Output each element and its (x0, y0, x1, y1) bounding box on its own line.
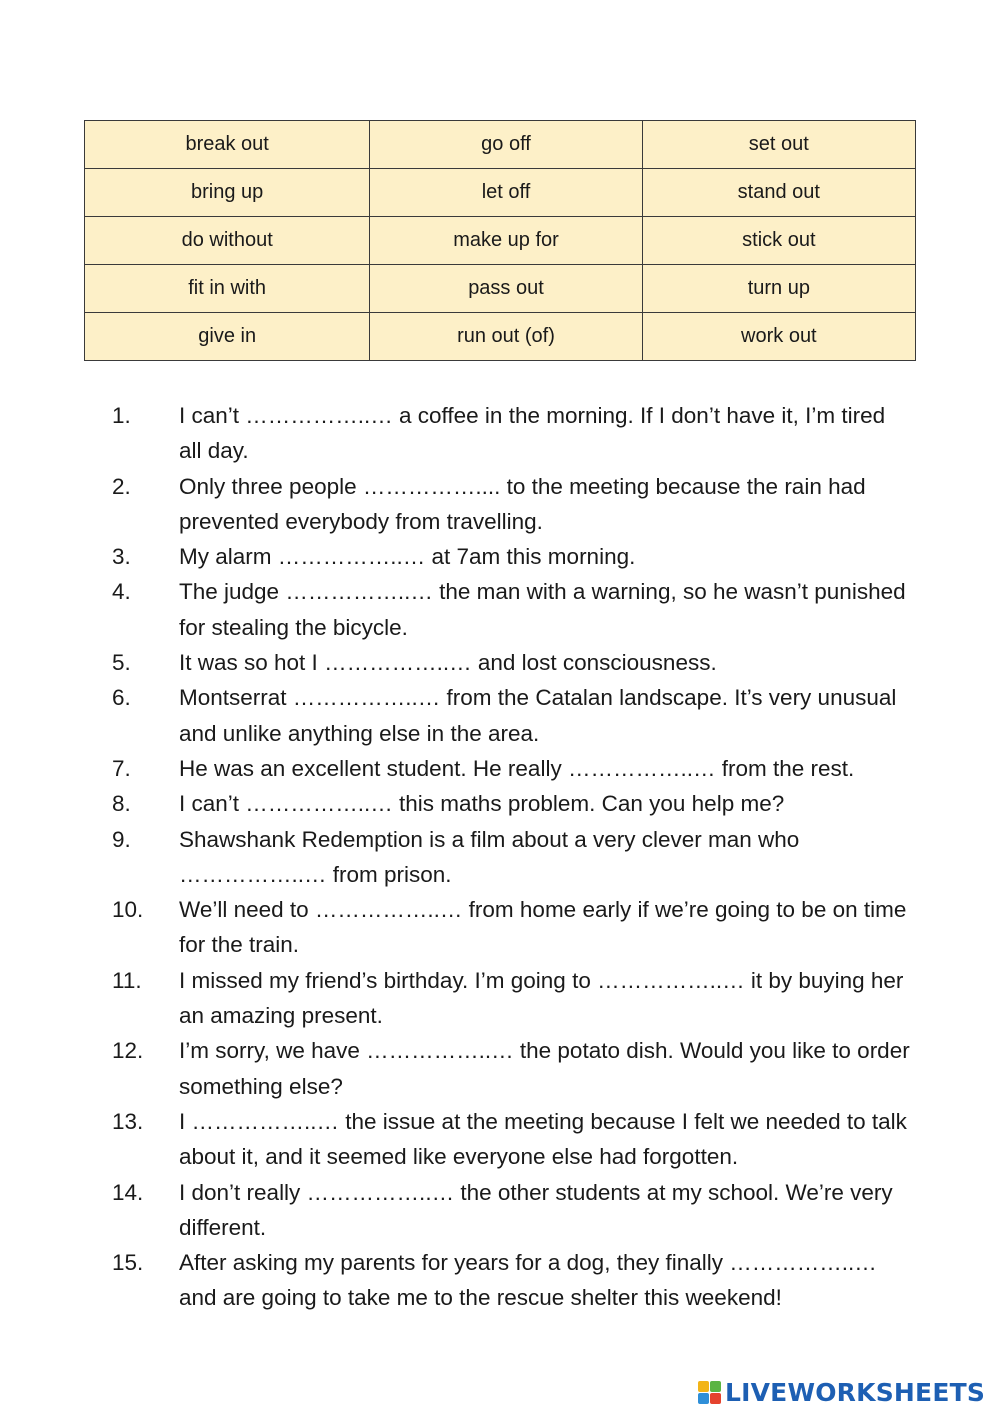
table-cell: make up for (370, 217, 642, 265)
exercise-sentence: After asking my parents for years for a dog, they finally ……………..… and are going to take me to the rescue shelter this weekend! (179, 1250, 877, 1311)
exercise-item (112, 1033, 912, 1104)
exercise-item (112, 963, 912, 1034)
exercise-item (112, 539, 912, 574)
exercise-number: 12. (112, 1038, 144, 1064)
exercise-sentence: He was an excellent student. He really ……………..… from the rest. (179, 755, 855, 781)
table-cell: set out (642, 121, 915, 169)
logo-tile (710, 1393, 721, 1404)
table-row (85, 169, 916, 217)
exercise-number: 9. (112, 826, 131, 852)
table-cell: let off (370, 169, 642, 217)
exercise-number: 14. (112, 1179, 144, 1205)
logo-tile (698, 1381, 709, 1392)
exercise-item (112, 1175, 912, 1246)
exercise-sentence: I missed my friend’s birthday. I’m going to ……………..… it by buying her an amazing present. (179, 967, 904, 1029)
brand-wordmark: LIVEWORKSHEETS (725, 1378, 986, 1407)
exercise-list (112, 398, 912, 1316)
exercise-sentence: It was so hot I ……………..… and lost consciousness. (179, 650, 717, 676)
exercise-item (112, 680, 912, 751)
exercise-sentence: My alarm ……………..… at 7am this morning. (179, 544, 636, 570)
table-cell: pass out (370, 265, 642, 313)
exercise-number: 13. (112, 1108, 144, 1134)
exercise-sentence: I can’t ……………..… this maths problem. Can you help me? (179, 791, 785, 817)
table-row (85, 217, 916, 265)
table-cell: stick out (642, 217, 915, 265)
table-cell: bring up (85, 169, 370, 217)
exercise-item (112, 751, 912, 786)
table-row (85, 313, 916, 361)
exercise-sentence: We’ll need to ……………..… from home early if we’re going to be on time for the train. (179, 897, 907, 958)
exercise-number: 4. (112, 579, 131, 605)
exercise-number: 7. (112, 755, 131, 781)
exercise-number: 3. (112, 544, 131, 570)
exercise-number: 15. (112, 1250, 144, 1276)
exercise-item (112, 1245, 912, 1316)
exercise-item (112, 574, 912, 645)
exercise-number: 2. (112, 473, 131, 499)
table-cell: do without (85, 217, 370, 265)
exercise-sentence: Shawshank Redemption is a film about a very clever man who ……………..… from prison. (179, 826, 800, 887)
table-row (85, 121, 916, 169)
exercise-item (112, 398, 912, 469)
exercise-sentence: I can’t ……………..… a coffee in the morning. If I don’t have it, I’m tired all day. (179, 403, 886, 464)
table-cell: break out (85, 121, 370, 169)
table-cell: turn up (642, 265, 915, 313)
exercise-number: 10. (112, 897, 144, 923)
phrasal-verb-table (84, 120, 916, 361)
logo-tile (698, 1393, 709, 1404)
exercise-item (112, 786, 912, 821)
exercise-item (112, 892, 912, 963)
table-cell: work out (642, 313, 915, 361)
exercise-sentence: Only three people …………….... to the meeting because the rain had prevented everybody from travelling. (179, 473, 866, 534)
exercise-item (112, 822, 912, 893)
exercise-item (112, 1104, 912, 1175)
liveworksheets-logo-icon (698, 1381, 721, 1404)
exercise-number: 1. (112, 403, 131, 428)
table-row (85, 265, 916, 313)
table-cell: stand out (642, 169, 915, 217)
exercise-sentence: The judge ……………..… the man with a warning, so he wasn’t punished for stealing the bicycle. (179, 579, 906, 640)
liveworksheets-branding[interactable] (698, 1378, 985, 1407)
logo-tile (710, 1381, 721, 1392)
table-cell: go off (370, 121, 642, 169)
exercise-number: 5. (112, 650, 131, 676)
exercise-sentence: I ……………..… the issue at the meeting because I felt we needed to talk about it, and it seemed like everyone else had forgotten. (179, 1108, 907, 1170)
exercise-item (112, 645, 912, 680)
exercise-number: 8. (112, 791, 131, 817)
exercise-sentence: Montserrat ……………..… from the Catalan landscape. It’s very unusual and unlike anything else in the area. (179, 685, 897, 746)
exercise-number: 11. (112, 967, 142, 993)
exercise-sentence: I don’t really ……………..… the other students at my school. We’re very different. (179, 1179, 893, 1240)
exercise-number: 6. (112, 685, 131, 711)
exercise-sentence: I’m sorry, we have ……………..… the potato dish. Would you like to order something else? (179, 1038, 910, 1099)
table-cell: run out (of) (370, 313, 642, 361)
exercise-item (112, 469, 912, 540)
table-cell: give in (85, 313, 370, 361)
table-cell: fit in with (85, 265, 370, 313)
